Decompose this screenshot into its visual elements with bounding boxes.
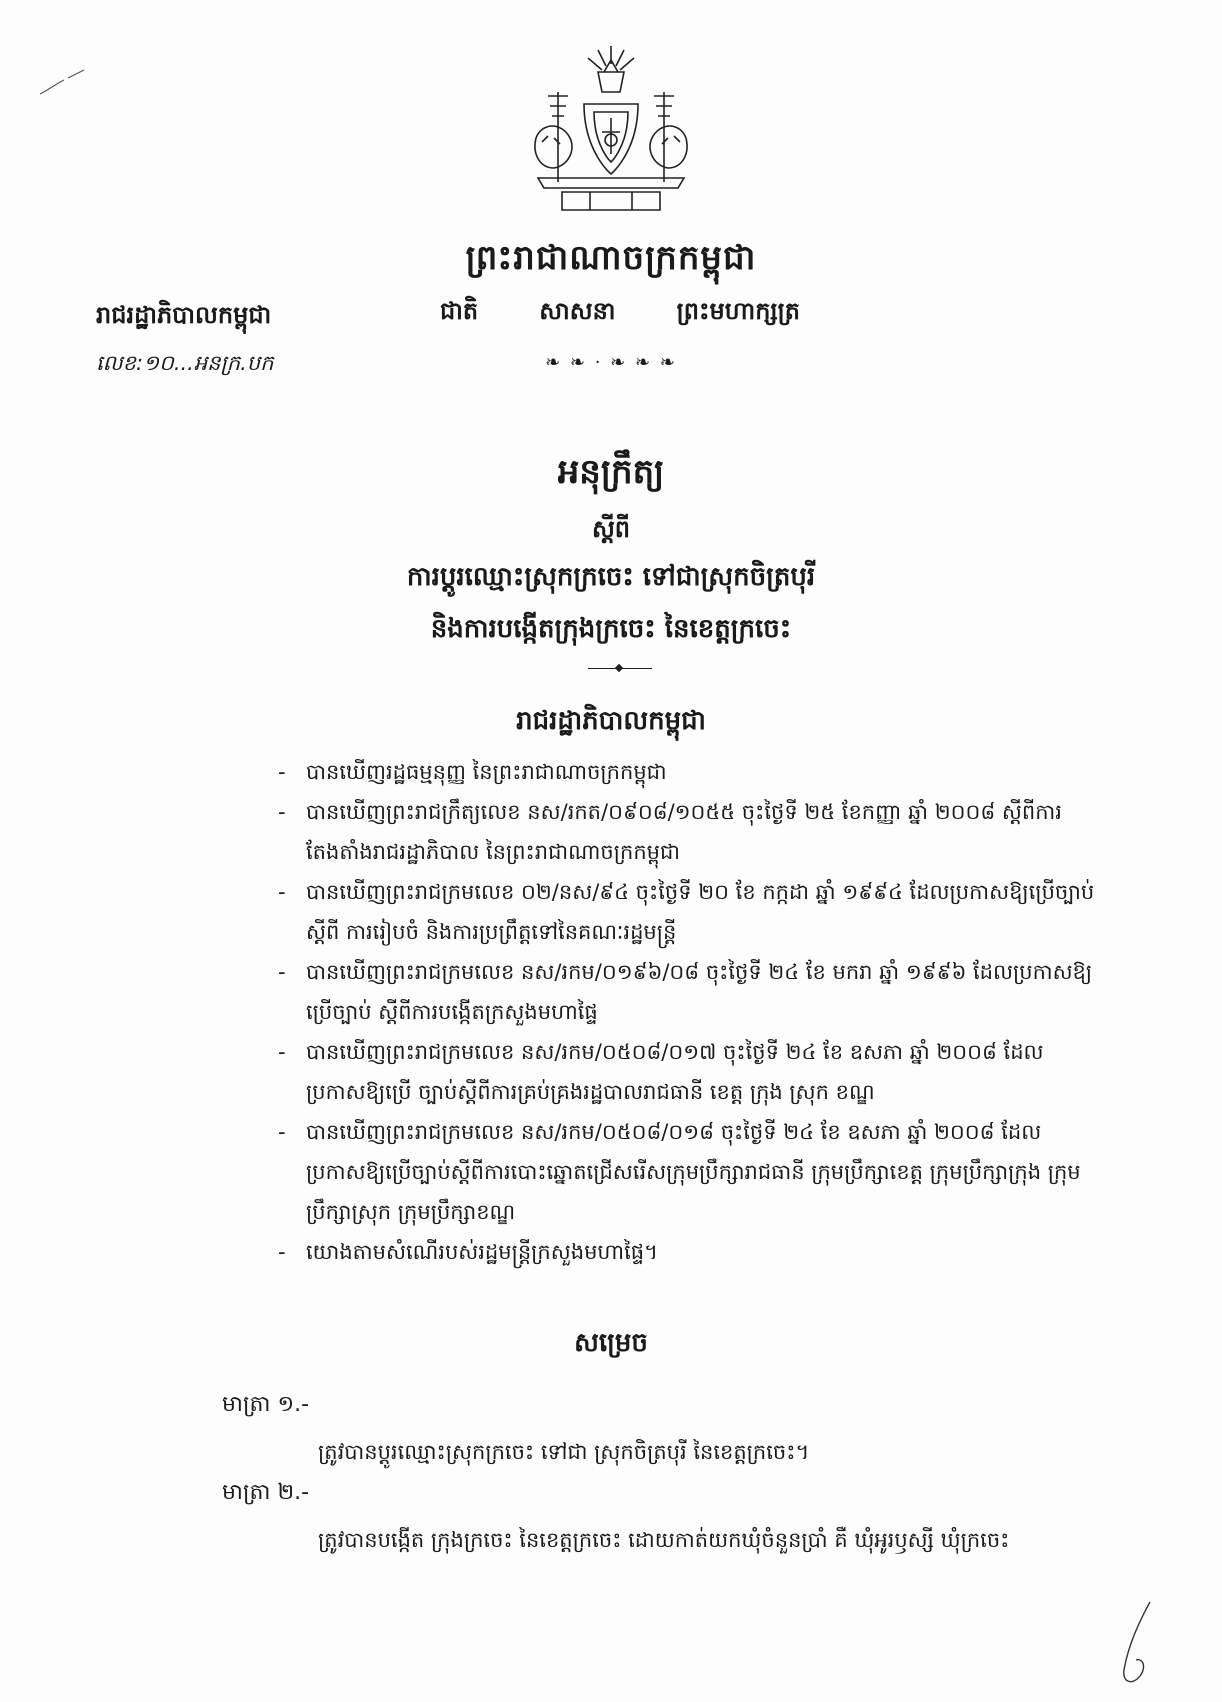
article-2-heading: មាត្រា ២.- (222, 1480, 310, 1505)
document-type-title: អនុក្រឹត្យ (557, 452, 665, 492)
consideration-item: - យោងតាមសំណើរបស់រដ្ឋមន្ត្រីក្រសួងមហាផ្ទៃ។ (270, 1232, 1100, 1272)
reference-number: លេខ:១០...អនក្រ.បក (96, 351, 274, 375)
motto-religion: សាសនា (539, 297, 616, 325)
consideration-item: - បានឃើញព្រះរាជក្រឹត្យលេខ នស/រកត/០៩០៨/១០៥៥ ចុះថ្ងៃទី ២៥ ខែកញ្ញា ឆ្នាំ ២០០៨ ស្តីពីការតែងតាំងរាជរដ្ឋាភិបាល នៃព្រះរាជាណាចក្រកម្ពុជា (270, 792, 1100, 872)
consideration-item: - បានឃើញរដ្ឋធម្មនុញ្ញ នៃព្រះរាជាណាចក្រកម្ពុជា (270, 752, 1100, 792)
considerations-list (270, 752, 1100, 1272)
subject-line-1: ការប្តូរឈ្មោះស្រុកក្រចេះ ទៅជាស្រុកចិត្របុរី (406, 562, 816, 592)
handwritten-initial-icon (1110, 1600, 1170, 1690)
subject-line-2: និងការបង្កើតក្រុងក្រចេះ នៃខេត្តក្រចេះ (430, 614, 792, 644)
pen-mark-icon (38, 68, 88, 98)
motto-king: ព្រះមហាក្សត្រ (676, 297, 800, 325)
motto-nation: ជាតិ (440, 297, 479, 325)
article-1-heading: មាត្រា ១.- (222, 1392, 310, 1417)
subject-intro: ស្តីពី (591, 515, 631, 543)
title-divider (588, 668, 652, 669)
consideration-item: - បានឃើញព្រះរាជក្រមលេខ នស/រកម/០៥០៨/០១៧ ចុះថ្ងៃទី ២៤ ខែ ឧសភា ឆ្នាំ ២០០៨ ដែលប្រកាសឱ្យប្រើ ច្បាប់ស្តីពីការគ្រប់គ្រងរដ្ឋបាលរាជធានី ខេត្ត ក្រុង ស្រុក ខណ្ឌ (270, 1032, 1100, 1112)
motto-ornament: ❧ ❧ · ❧ ❧ ❧ (545, 352, 677, 373)
issuer-heading: រាជរដ្ឋាភិបាលកម្ពុជា (516, 706, 706, 736)
article-1-text: ត្រូវបានប្តូរឈ្មោះស្រុកក្រចេះ ទៅជា ស្រុកចិត្របុរី នៃខេត្តក្រចេះ។ (318, 1440, 810, 1464)
consideration-item: - បានឃើញព្រះរាជក្រមលេខ នស/រកម/០៥០៨/០១៨ ចុះថ្ងៃទី ២៤ ខែ ឧសភា ឆ្នាំ ២០០៨ ដែលប្រកាសឱ្យប្រើច្បាប់ស្តីពីការបោះឆ្នោតជ្រើសរើសក្រុមប្រឹក្សារាជធានី ក្រុមប្រឹក្សាខេត្ត ក្រុមប្រឹក្សាក្រុង ក្រុមប្រឹក្សាស្រុក ក្រុមប្រឹក្សាខណ្ឌ (270, 1112, 1100, 1232)
consideration-item: - បានឃើញព្រះរាជក្រមលេខ នស/រកម/០១៩៦/០៨ ចុះថ្ងៃទី ២៤ ខែ មករា ឆ្នាំ ១៩៩៦ ដែលប្រកាសឱ្យប្រើច្បាប់ ស្តីពីការបង្កើតក្រសួងមហាផ្ទៃ (270, 952, 1100, 1032)
consideration-item: - បានឃើញព្រះរាជក្រមលេខ ០២/នស/៩៤ ចុះថ្ងៃទី ២០ ខែ កក្កដា ឆ្នាំ ១៩៩៤ ដែលប្រកាសឱ្យប្រើច្បាប់ស្តីពី ការរៀបចំ និងការប្រព្រឹត្តទៅនៃគណៈរដ្ឋមន្ត្រី (270, 872, 1100, 952)
decision-heading: សម្រេច (574, 1328, 648, 1358)
article-2-text: ត្រូវបានបង្កើត ក្រុងក្រចេះ នៃខេត្តក្រចេះ ដោយកាត់យកឃុំចំនួនប្រាំ គឺ ឃុំអូរឫស្សី ឃុំក្រចេះ (318, 1528, 1010, 1552)
national-motto (440, 296, 800, 331)
royal-coat-of-arms-icon (518, 42, 704, 214)
issuing-body-header: រាជរដ្ឋាភិបាលកម្ពុជា (96, 301, 272, 329)
kingdom-title: ព្រះរាជាណាចក្រកម្ពុជា (465, 238, 757, 278)
